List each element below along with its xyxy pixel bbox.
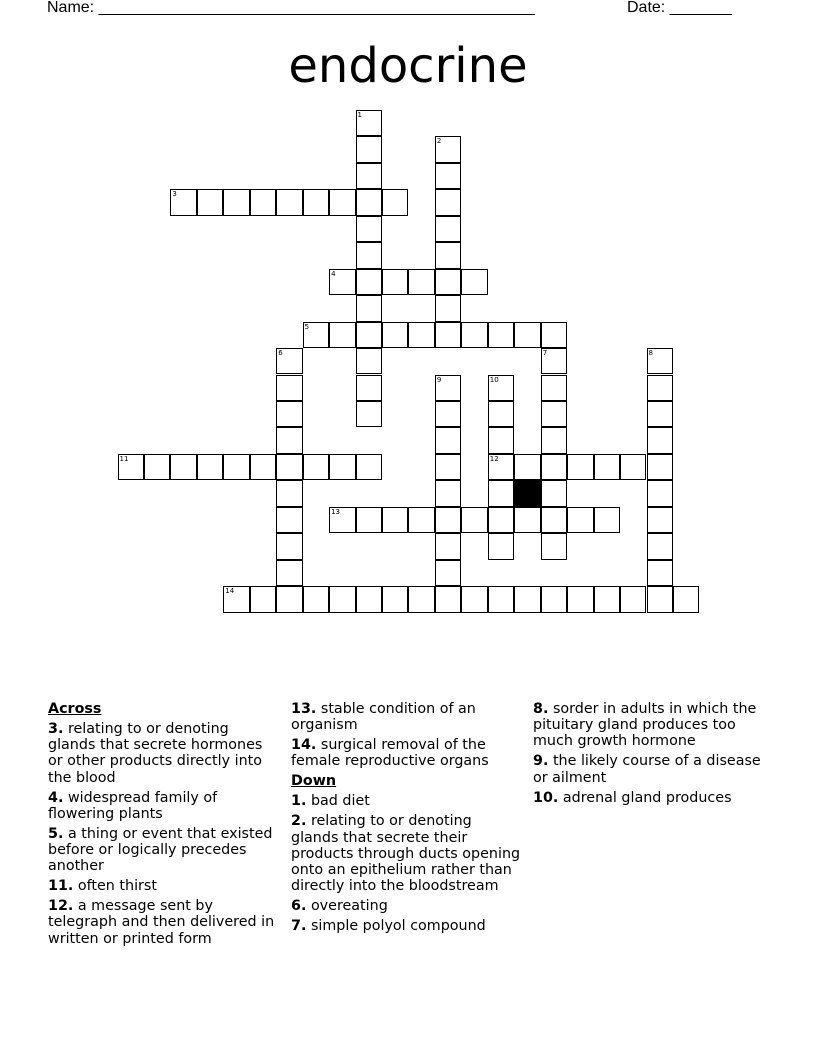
clue-text: stable condition of an organism (291, 701, 476, 734)
grid-cell[interactable] (620, 454, 646, 480)
clue-number: 5. (48, 825, 64, 842)
clue-number: 2. (291, 813, 307, 830)
clue-number: 9. (533, 753, 549, 770)
clue-text: surgical removal of the female reproductive organs (291, 737, 489, 770)
grid-cell[interactable] (329, 586, 355, 612)
grid-cell[interactable] (567, 507, 593, 533)
clue-down-8 (533, 701, 773, 750)
cell-number: 9 (436, 375, 442, 384)
grid-cell[interactable] (276, 560, 302, 586)
grid-cell[interactable] (356, 454, 382, 480)
clue-number: 10. (533, 789, 559, 806)
grid-cell[interactable] (356, 295, 382, 321)
cell-number: 3 (172, 190, 177, 199)
grid-cell[interactable] (170, 454, 196, 480)
grid-cell[interactable] (461, 269, 487, 295)
grid-cell[interactable] (250, 189, 276, 215)
grid-cell[interactable] (356, 586, 382, 612)
grid-cell[interactable] (461, 586, 487, 612)
date-field-label: Date: _______ (627, 0, 732, 16)
clue-number: 1. (291, 793, 307, 810)
clue-text: a thing or event that existed before or logically precedes another (48, 825, 273, 875)
grid-cell[interactable] (567, 454, 593, 480)
grid-cell[interactable] (647, 401, 673, 427)
grid-cell[interactable] (647, 427, 673, 453)
grid-cell[interactable] (647, 560, 673, 586)
clue-across-11 (48, 878, 280, 894)
black-cell (514, 480, 540, 506)
grid-cell[interactable] (408, 322, 434, 348)
cell-number: 13 (331, 507, 341, 516)
grid-cell[interactable] (303, 586, 329, 612)
grid-cell[interactable] (276, 375, 302, 401)
clue-number: 12. (48, 898, 74, 915)
grid-cell[interactable] (276, 480, 302, 506)
grid-cell[interactable] (435, 560, 461, 586)
grid-cell[interactable] (647, 586, 673, 612)
down-heading: Down (291, 773, 337, 790)
cell-number: 8 (648, 349, 653, 358)
clue-number: 7. (291, 918, 307, 935)
clue-number: 14. (291, 737, 317, 754)
grid-cell[interactable] (435, 454, 461, 480)
cell-number: 12 (489, 454, 499, 463)
grid-cell[interactable] (408, 507, 434, 533)
cell-number: 4 (331, 269, 336, 278)
grid-cell[interactable] (250, 586, 276, 612)
grid-cell[interactable] (594, 507, 620, 533)
grid-cell[interactable] (408, 586, 434, 612)
grid-cell[interactable] (647, 454, 673, 480)
grid-cell[interactable] (382, 586, 408, 612)
clue-across-5 (48, 826, 280, 875)
grid-cell[interactable] (223, 454, 249, 480)
grid-cell[interactable] (356, 401, 382, 427)
clue-number: 8. (533, 701, 549, 717)
grid-cell[interactable] (647, 507, 673, 533)
clue-text: overeating (310, 898, 388, 915)
clue-text: adrenal gland produces (562, 789, 732, 806)
grid-cell[interactable] (329, 189, 355, 215)
grid-cell[interactable] (223, 586, 249, 612)
grid-cell[interactable] (303, 189, 329, 215)
grid-cell[interactable] (461, 322, 487, 348)
clue-column-3 (533, 701, 773, 810)
clue-text: sorder in adults in which the pituitary gland produces too much growth hormone (533, 701, 757, 750)
grid-cell[interactable] (276, 454, 302, 480)
clue-column-2 (291, 701, 523, 938)
clue-down-1 (291, 793, 523, 809)
grid-cell[interactable] (356, 136, 382, 162)
grid-cell[interactable] (276, 189, 302, 215)
grid-cell[interactable] (356, 375, 382, 401)
cell-number: 7 (542, 349, 548, 358)
clue-down-2 (291, 813, 523, 894)
grid-cell[interactable] (435, 136, 461, 162)
clue-text: the likely course of a disease or ailment (533, 753, 761, 786)
grid-cell[interactable] (620, 586, 646, 612)
grid-cell[interactable] (435, 189, 461, 215)
grid-cell[interactable] (276, 507, 302, 533)
clue-text: bad diet (310, 793, 370, 810)
grid-cell[interactable] (435, 401, 461, 427)
grid-cell[interactable] (276, 427, 302, 453)
grid-cell[interactable] (250, 454, 276, 480)
grid-cell[interactable] (514, 586, 540, 612)
clue-number: 3. (48, 721, 64, 737)
clue-down-6 (291, 898, 523, 914)
grid-cell[interactable] (382, 189, 408, 215)
cell-number: 11 (119, 454, 129, 463)
clue-text: simple polyol compound (310, 918, 486, 935)
clue-across-12 (48, 898, 280, 947)
grid-cell[interactable] (382, 507, 408, 533)
grid-cell[interactable] (382, 322, 408, 348)
clue-across-14 (291, 737, 523, 769)
grid-cell[interactable] (356, 322, 382, 348)
grid-cell[interactable] (329, 322, 355, 348)
clue-across-3 (48, 721, 280, 786)
grid-cell[interactable] (276, 348, 302, 374)
grid-cell[interactable] (329, 454, 355, 480)
cell-number: 14 (225, 587, 235, 596)
grid-cell[interactable] (356, 507, 382, 533)
grid-cell[interactable] (514, 454, 540, 480)
grid-cell[interactable] (541, 454, 567, 480)
grid-cell[interactable] (356, 348, 382, 374)
cell-number: 6 (278, 349, 283, 358)
grid-cell[interactable] (488, 533, 514, 559)
grid-cell[interactable] (541, 375, 567, 401)
grid-cell[interactable] (435, 269, 461, 295)
grid-cell[interactable] (144, 454, 170, 480)
clue-number: 13. (291, 701, 317, 717)
clue-text: widespread family of flowering plants (48, 789, 218, 822)
grid-cell[interactable] (541, 427, 567, 453)
grid-cell[interactable] (329, 507, 355, 533)
grid-cell[interactable] (435, 322, 461, 348)
clue-number: 4. (48, 789, 64, 806)
grid-cell[interactable] (461, 507, 487, 533)
grid-cell[interactable] (382, 269, 408, 295)
grid-cell[interactable] (567, 586, 593, 612)
grid-cell[interactable] (514, 322, 540, 348)
grid-cell[interactable] (541, 401, 567, 427)
grid-cell[interactable] (435, 295, 461, 321)
grid-cell[interactable] (276, 533, 302, 559)
page-title: endocrine (288, 38, 528, 94)
clue-number: 11. (48, 878, 74, 895)
grid-cell[interactable] (356, 163, 382, 189)
clue-across-13 (291, 701, 523, 733)
grid-cell[interactable] (488, 480, 514, 506)
grid-cell[interactable] (170, 189, 196, 215)
grid-cell[interactable] (673, 586, 699, 612)
grid-cell[interactable] (303, 454, 329, 480)
grid-cell[interactable] (647, 533, 673, 559)
grid-cell[interactable] (488, 586, 514, 612)
grid-cell[interactable] (647, 348, 673, 374)
grid-cell[interactable] (356, 216, 382, 242)
grid-cell[interactable] (197, 189, 223, 215)
grid-cell[interactable] (356, 269, 382, 295)
grid-cell[interactable] (541, 586, 567, 612)
clue-down-9 (533, 753, 773, 785)
grid-cell[interactable] (435, 163, 461, 189)
cell-number: 10 (489, 375, 499, 384)
grid-cell[interactable] (488, 507, 514, 533)
cell-number: 2 (436, 137, 442, 146)
grid-cell[interactable] (118, 454, 144, 480)
grid-cell[interactable] (541, 480, 567, 506)
grid-cell[interactable] (647, 375, 673, 401)
grid-cell[interactable] (435, 586, 461, 612)
across-heading: Across (48, 701, 102, 717)
clue-text: relating to or denoting glands that secrete their products through ducts opening onto an epithelium rather than directly into the bloodstream (291, 813, 521, 895)
grid-cell[interactable] (541, 507, 567, 533)
grid-cell[interactable] (488, 401, 514, 427)
grid-cell[interactable] (647, 480, 673, 506)
grid-cell[interactable] (435, 507, 461, 533)
grid-cell[interactable] (408, 269, 434, 295)
grid-cell[interactable] (435, 427, 461, 453)
cell-number: 5 (304, 322, 310, 331)
grid-cell[interactable] (435, 375, 461, 401)
grid-cell[interactable] (488, 322, 514, 348)
clue-across-4 (48, 790, 280, 822)
grid-cell[interactable] (223, 189, 249, 215)
grid-cell[interactable] (541, 533, 567, 559)
clue-text: relating to or denoting glands that secrete hormones or other products directly into the blood (48, 721, 263, 786)
grid-cell[interactable] (435, 216, 461, 242)
clue-number: 6. (291, 898, 307, 915)
clue-column-1 (48, 701, 280, 951)
clue-text: a message sent by telegraph and then delivered in written or printed form (48, 898, 275, 947)
grid-cell[interactable] (276, 586, 302, 612)
grid-cell[interactable] (435, 480, 461, 506)
grid-cell[interactable] (488, 427, 514, 453)
grid-cell[interactable] (276, 401, 302, 427)
grid-cell[interactable] (488, 375, 514, 401)
grid-cell[interactable] (435, 533, 461, 559)
clue-down-7 (291, 918, 523, 934)
grid-cell[interactable] (356, 242, 382, 268)
name-field-label: Name: _________________________________________________ (47, 0, 535, 16)
grid-cell[interactable] (435, 242, 461, 268)
grid-cell[interactable] (488, 454, 514, 480)
grid-cell[interactable] (594, 586, 620, 612)
grid-cell[interactable] (541, 348, 567, 374)
clue-down-10 (533, 790, 773, 806)
grid-cell[interactable] (594, 454, 620, 480)
grid-cell[interactable] (303, 322, 329, 348)
grid-cell[interactable] (356, 189, 382, 215)
grid-cell[interactable] (514, 507, 540, 533)
grid-cell[interactable] (197, 454, 223, 480)
grid-cell[interactable] (356, 110, 382, 136)
cell-number: 1 (357, 111, 363, 119)
grid-cell[interactable] (541, 322, 567, 348)
grid-cell[interactable] (329, 269, 355, 295)
clue-text: often thirst (77, 878, 157, 895)
